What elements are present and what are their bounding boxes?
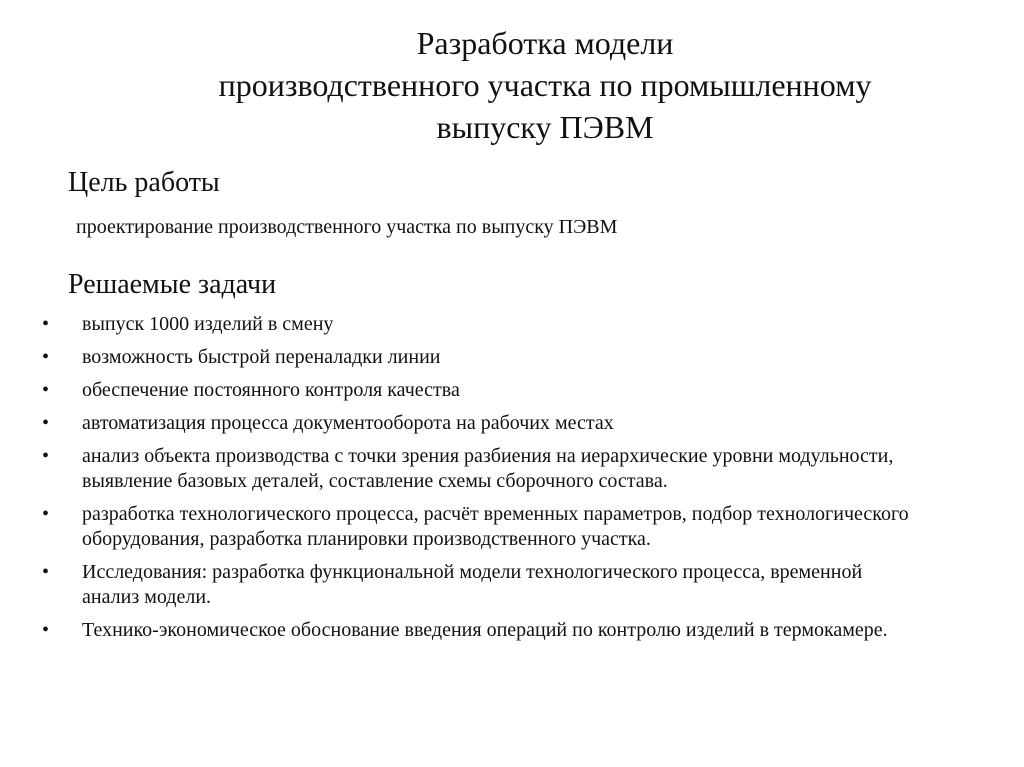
task-text: Исследования: разработка функциональной модели технологического процесса, временной анализ модели. [82, 561, 863, 608]
task-item-1 [0, 312, 1024, 337]
task-text: Технико-экономическое обоснование введения операций по контролю изделий в термокамере. [82, 619, 888, 641]
task-item-7 [0, 560, 1024, 610]
task-text: обеспечение постоянного контроля качества [82, 379, 460, 401]
bullet-icon: • [42, 445, 50, 467]
goal-text: проектирование производственного участка по выпуску ПЭВМ [76, 216, 618, 238]
title-line-1: Разработка модели [416, 25, 674, 61]
title-line-2: производственного участка по промышленному [218, 67, 872, 103]
task-item-5 [0, 444, 1024, 494]
goal-heading: Цель работы [68, 167, 220, 198]
bullet-icon: • [42, 619, 50, 641]
slide-title [80, 22, 1010, 148]
bullet-icon: • [42, 503, 50, 525]
task-item-3 [0, 378, 1024, 403]
bullet-icon: • [42, 313, 50, 335]
task-text: возможность быстрой переналадки линии [82, 346, 441, 368]
task-item-4 [0, 411, 1024, 436]
task-item-2 [0, 345, 1024, 370]
bullet-icon: • [42, 379, 50, 401]
bullet-icon: • [42, 412, 50, 434]
task-item-6 [0, 502, 1024, 552]
tasks-heading: Решаемые задачи [68, 269, 277, 300]
task-item-8 [0, 618, 1024, 643]
task-text: выпуск 1000 изделий в смену [82, 313, 334, 335]
bullet-icon: • [42, 346, 50, 368]
task-text: автоматизация процесса документооборота на рабочих местах [82, 412, 614, 434]
task-list [0, 312, 1024, 651]
task-text: анализ объекта производства с точки зрения разбиения на иерархические уровни модульности, выявление базовых деталей, составление схемы сборочного состава. [82, 445, 894, 492]
title-line-3: выпуску ПЭВМ [436, 109, 654, 145]
task-text: разработка технологического процесса, расчёт временных параметров, подбор технологического оборудования, разработка планировки производственного участка. [82, 503, 909, 550]
bullet-icon: • [42, 561, 50, 583]
